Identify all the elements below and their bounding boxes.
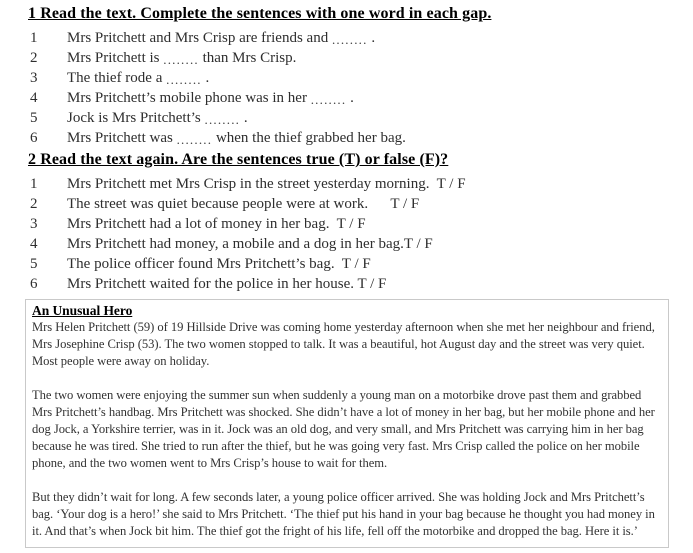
exercise2-item-6: [25, 274, 669, 294]
exercise1-item-4: [25, 88, 669, 108]
item-number: 6: [30, 130, 38, 146]
answer-gap-line: ........: [163, 52, 199, 67]
sentence-after-gap: .: [240, 110, 248, 126]
item-sentence: [67, 108, 248, 128]
exercise1-item-2: [25, 48, 669, 68]
item-number: 5: [30, 110, 38, 126]
exercise2-item-2: [25, 194, 669, 214]
exercise2-item-4: [25, 234, 669, 254]
answer-gap-line: ........: [176, 132, 213, 147]
exercise2-item-5: [25, 254, 669, 274]
answer-gap-line: ........: [204, 112, 241, 127]
exercise1-item-1: [25, 28, 669, 48]
answer-gap-line: ........: [331, 32, 368, 47]
item-number: 3: [30, 216, 38, 232]
item-sentence-true-false: Mrs Pritchett had a lot of money in her bag. T / F: [67, 216, 366, 232]
item-sentence-true-false: The police officer found Mrs Pritchett’s bag. T / F: [67, 256, 371, 272]
sentence-before-gap: Mrs Pritchett is: [67, 50, 164, 66]
sentence-after-gap: when the thief grabbed her bag.: [212, 130, 406, 146]
item-sentence-true-false: Mrs Pritchett had money, a mobile and a dog in her bag.T / F: [67, 236, 433, 252]
sentence-after-gap: .: [346, 90, 354, 106]
exercise2-item-1: [25, 174, 669, 194]
item-number: 4: [30, 236, 38, 252]
item-sentence: [67, 28, 375, 48]
sentence-after-gap: .: [367, 30, 376, 46]
item-sentence-true-false: Mrs Pritchett met Mrs Crisp in the street yesterday morning. T / F: [67, 176, 466, 192]
item-sentence-true-false: Mrs Pritchett waited for the police in her house. T / F: [67, 276, 387, 292]
item-number: 6: [30, 276, 38, 292]
reading-paragraph-2: The two women were enjoying the summer sun when suddenly a young man on a motorbike drove past them and grabbed Mrs Pritchett’s handbag. Mrs Pritchett was shocked. She didn’t have a lot of money in her bag, but her mobile phone and her dog Jock, a Yorkshire terrier, was in it. Jock was an old dog, and very small, and Mrs Pritchett was carrying him in her bag because he was tired. She tried to run after the thief, but he was going very fast. Mrs Crisp called the police on her mobile phone, and the two women went to Mrs Crisp’s house to wait for them.: [32, 388, 655, 470]
item-number: 2: [30, 196, 38, 212]
reading-title: An Unusual Hero: [32, 303, 133, 318]
reading-paragraph-3: But they didn’t wait for long. A few seconds later, a young police officer arrived. She was holding Jock and Mrs Pritchett’s bag. ‘Your dog is a hero!’ she said to Mrs Pritchett. ‘The thief put his hand in your bag because he thought you had money in it. And that’s when Jock bit him. The thief got the fright of his life, fell off the motorbike and dropped the bag. Here it is.’: [32, 490, 655, 538]
exercise2-list: [25, 174, 669, 294]
reading-text-box: [25, 299, 669, 548]
item-sentence: [67, 68, 209, 88]
item-number: 4: [30, 90, 38, 106]
reading-paragraph-1: Mrs Helen Pritchett (59) of 19 Hillside Drive was coming home yesterday afternoon when she met her neighbour and friend, Mrs Josephine Crisp (53). The two women stopped to talk. It was a beautiful, hot August day and the street was very quiet. Most people were away on holiday.: [32, 320, 655, 368]
exercise1-item-6: [25, 128, 669, 148]
item-sentence: [67, 128, 406, 148]
exercise1-heading: 1 Read the text. Complete the sentences with one word in each gap.: [28, 5, 492, 22]
exercise1-list: [25, 28, 669, 148]
sentence-before-gap: The thief rode a: [67, 70, 167, 86]
exercise2-item-3: [25, 214, 669, 234]
sentence-before-gap: Mrs Pritchett and Mrs Crisp are friends and: [67, 30, 332, 46]
item-number: 1: [30, 176, 38, 192]
sentence-before-gap: Jock is Mrs Pritchett’s: [67, 110, 205, 126]
item-sentence: [67, 88, 354, 108]
sentence-before-gap: Mrs Pritchett’s mobile phone was in her: [67, 90, 311, 106]
sentence-after-gap: than Mrs Crisp.: [198, 50, 297, 66]
sentence-after-gap: .: [201, 70, 210, 86]
item-sentence-true-false: The street was quiet because people were at work. T / F: [67, 196, 420, 212]
item-number: 5: [30, 256, 38, 272]
item-number: 3: [30, 70, 38, 86]
exercise1-item-3: [25, 68, 669, 88]
exercise1-item-5: [25, 108, 669, 128]
exercise2-heading: 2 Read the text again. Are the sentences true (T) or false (F)?: [28, 151, 449, 168]
sentence-before-gap: Mrs Pritchett was: [67, 130, 177, 146]
answer-gap-line: ........: [166, 72, 202, 87]
item-sentence: [67, 48, 296, 68]
item-number: 2: [30, 50, 38, 66]
answer-gap-line: ........: [310, 92, 347, 107]
item-number: 1: [30, 30, 38, 46]
